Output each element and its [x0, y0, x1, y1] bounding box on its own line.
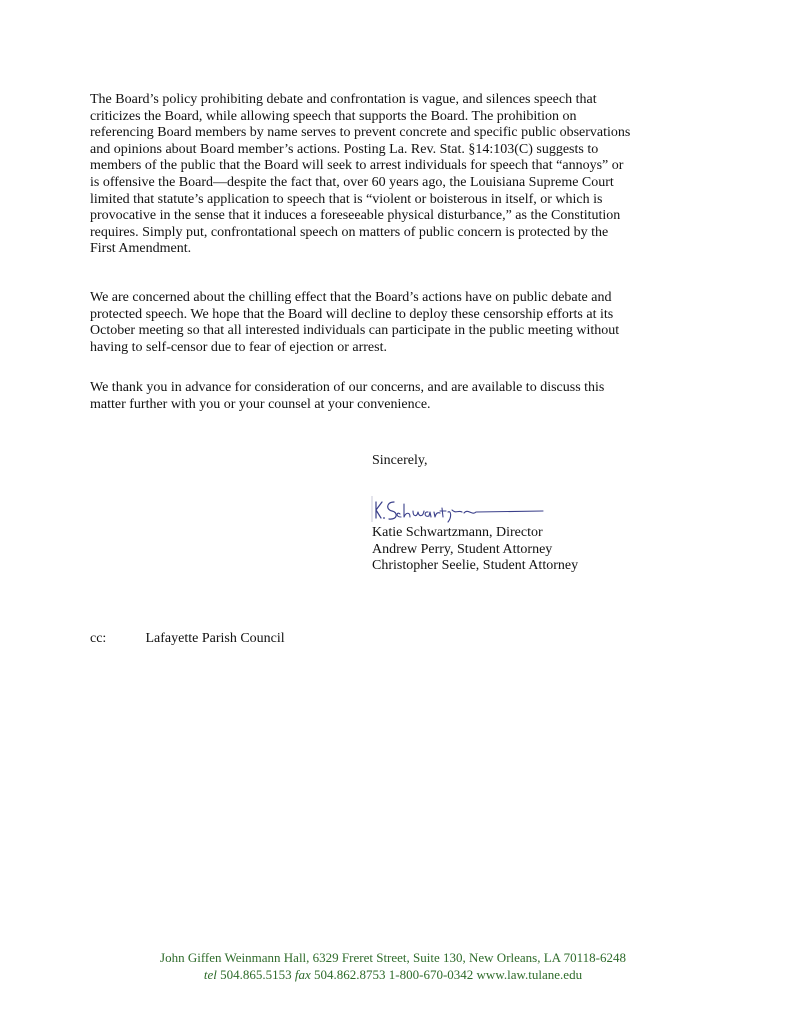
signatory-name: Christopher Seelie, Student Attorney	[372, 558, 579, 574]
signature-graphic	[368, 492, 548, 526]
paragraph-line: matter further with you or your counsel at your convenience.	[90, 396, 431, 412]
body-paragraph-2	[90, 290, 710, 356]
tel-number: 504.865.5153	[220, 966, 292, 982]
paragraph-line: First Amendment.	[90, 241, 192, 257]
paragraph-line: criticizes the Board, while allowing speech that supports the Board. The prohibition on	[90, 108, 577, 124]
website-link[interactable]: www.law.tulane.edu	[476, 966, 583, 982]
paragraph-line: requires. Simply put, confrontational speech on matters of public concern is protected by the	[90, 224, 609, 240]
paragraph-line: The Board’s policy prohibiting debate and confrontation is vague, and silences speech that	[90, 92, 597, 107]
letterhead-footer	[0, 950, 786, 983]
paragraph-line: provocative in the sense that it induces a foreseeable physical disturbance,” as the Constitution	[90, 208, 621, 224]
paragraph-line: protected speech. We hope that the Board will decline to deploy these censorship efforts at its	[90, 306, 614, 322]
paragraph-line: October meeting so that all interested individuals can participate in the public meeting without	[90, 323, 620, 339]
fax-label: fax	[294, 966, 311, 982]
signatory-block	[372, 525, 578, 575]
paragraph-line: and opinions about Board member’s actions. Posting La. Rev. Stat. §14:103(C) suggests to	[90, 141, 599, 157]
fax-number: 504.862.8753	[314, 966, 386, 982]
paragraph-line: members of the public that the Board will seek to arrest individuals for speech that “annoys” or	[90, 158, 624, 174]
cc-recipient: Lafayette Parish Council	[145, 631, 285, 646]
paragraph-line: We thank you in advance for consideration of our concerns, and are available to discuss this	[90, 380, 605, 395]
footer-contact-line	[0, 967, 786, 984]
paragraph-line: We are concerned about the chilling effect that the Board’s actions have on public debate and	[90, 290, 612, 305]
paragraph-line: referencing Board members by name serves to prevent concrete and specific public observations	[90, 125, 631, 141]
body-paragraph-3	[90, 380, 710, 413]
handwritten-signature	[368, 492, 548, 526]
paragraph-line: limited that statute’s application to speech that is “violent or boisterous in itself, or which is	[90, 191, 603, 207]
carbon-copy-line	[90, 631, 285, 648]
signatory-name: Andrew Perry, Student Attorney	[372, 541, 553, 557]
paragraph-line: is offensive the Board—despite the fact that, over 60 years ago, the Louisiana Supreme Court	[90, 174, 614, 190]
closing-salutation: Sincerely,	[372, 453, 428, 468]
cc-label: cc:	[90, 631, 107, 646]
footer-address: John Giffen Weinmann Hall, 6329 Freret Street, Suite 130, New Orleans, LA 70118-6248	[160, 950, 626, 965]
body-paragraph-1	[90, 92, 710, 258]
toll-free-number: 1-800-670-0342	[388, 966, 474, 982]
tel-label: tel	[203, 966, 217, 982]
signatory-name: Katie Schwartzmann, Director	[372, 525, 543, 540]
paragraph-line: having to self-censor due to fear of ejection or arrest.	[90, 339, 387, 355]
